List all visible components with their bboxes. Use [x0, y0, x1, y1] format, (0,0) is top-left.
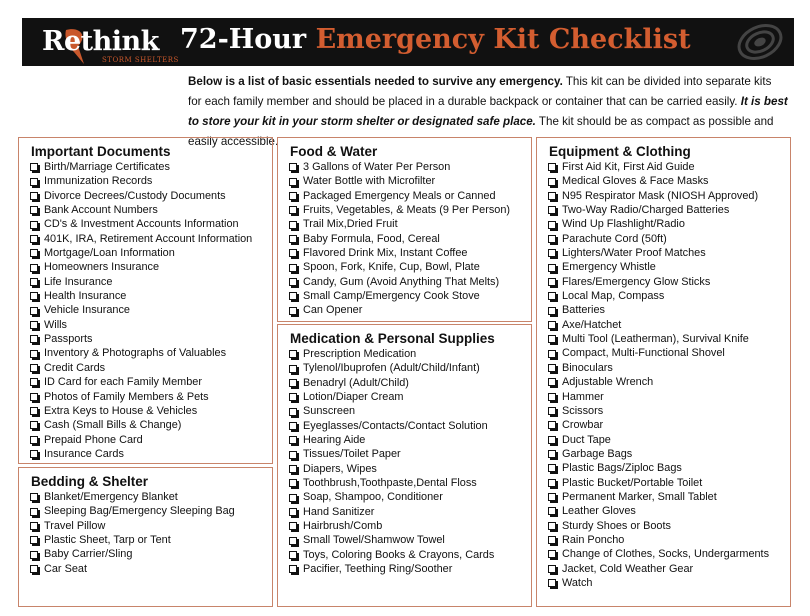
checklist-item[interactable] [289, 519, 531, 533]
checkbox-icon[interactable] [548, 522, 556, 530]
checkbox-icon[interactable] [289, 508, 297, 516]
checklist-item-label: Travel Pillow [44, 519, 106, 532]
checklist-item[interactable] [548, 217, 790, 231]
checkbox-icon[interactable] [548, 178, 556, 186]
checklist-item[interactable] [30, 203, 272, 217]
checklist-item[interactable] [30, 547, 272, 561]
checklist-item-label: Birth/Marriage Certificates [44, 161, 170, 173]
checklist-item[interactable] [548, 447, 790, 461]
checklist-item[interactable] [30, 490, 272, 504]
checklist-item-label: Hearing Aide [303, 434, 366, 447]
checklist-item-label: Packaged Emergency Meals or Canned [303, 189, 496, 202]
checklist-item[interactable] [30, 533, 272, 547]
section-title: Medication & Personal Supplies [290, 331, 495, 346]
checklist-item[interactable] [30, 332, 272, 346]
checklist-item-label: Water Bottle with Microfilter [303, 175, 436, 188]
checklist-item[interactable] [548, 547, 790, 561]
checklist-item[interactable] [30, 303, 272, 317]
checklist-item[interactable] [548, 346, 790, 360]
checkbox-icon[interactable] [289, 565, 297, 573]
section-title: Food & Water [290, 144, 378, 159]
section-equipment-clothing [536, 137, 791, 607]
intro-text-1: This kit can be divided into separate kits for each family member and should be placed in a durable backpack or container that can be carried easily. [188, 75, 772, 108]
checklist-item-label: Trail Mix,Dried Fruit [303, 218, 398, 231]
checklist-item-label: Baby Carrier/Sling [44, 548, 133, 561]
section-title: Important Documents [31, 144, 171, 159]
checklist-item-label: Extra Keys to House & Vehicles [44, 404, 198, 417]
checkbox-icon[interactable] [289, 465, 297, 473]
checkbox-icon[interactable] [30, 321, 38, 329]
checklist-item-label: CD's & Investment Accounts Information [44, 218, 239, 231]
checklist-item[interactable] [548, 375, 790, 389]
checklist-item[interactable] [548, 461, 790, 475]
checklist-item[interactable] [548, 275, 790, 289]
checklist-item[interactable] [548, 433, 790, 447]
checkbox-icon[interactable] [30, 278, 38, 286]
checklist-item-label: Credit Cards [44, 361, 106, 374]
checkbox-icon[interactable] [548, 321, 556, 329]
checklist-item[interactable] [30, 433, 272, 447]
checklist-item-label: Binoculars [562, 361, 613, 374]
checkbox-icon[interactable] [30, 307, 38, 315]
checkbox-icon[interactable] [289, 221, 297, 229]
checkbox-icon[interactable] [548, 264, 556, 272]
checklist-item[interactable] [30, 289, 272, 303]
checkbox-icon[interactable] [289, 451, 297, 459]
checklist-item[interactable] [30, 361, 272, 375]
checklist-item[interactable] [548, 390, 790, 404]
checklist-item[interactable] [289, 419, 531, 433]
checklist-item-label: Garbage Bags [562, 447, 633, 460]
checkbox-icon[interactable] [548, 206, 556, 214]
checklist-item[interactable] [30, 174, 272, 188]
checklist-item[interactable] [289, 160, 531, 174]
checklist-item-label: 401K, IRA, Retirement Account Information [44, 232, 253, 245]
checkbox-icon[interactable] [30, 493, 38, 501]
checklist-item-label: Flares/Emergency Glow Sticks [562, 275, 711, 288]
checklist-item[interactable] [289, 404, 531, 418]
checkbox-icon[interactable] [30, 565, 38, 573]
checklist-item-label: Parachute Cord (50ft) [562, 232, 667, 245]
checklist-item-label: ID Card for each Family Member [44, 376, 202, 389]
checklist-item-label: Eyeglasses/Contacts/Contact Solution [303, 419, 488, 432]
title-part-1: 72-Hour [180, 24, 307, 55]
checkbox-icon[interactable] [548, 350, 556, 358]
checklist-item[interactable] [548, 203, 790, 217]
checklist-item[interactable] [289, 275, 531, 289]
checklist-item-label: Change of Clothes, Socks, Undergarments [562, 548, 770, 561]
checklist-item-label: Crowbar [562, 419, 604, 432]
checklist-item-label: Blanket/Emergency Blanket [44, 491, 178, 503]
checkbox-icon[interactable] [548, 479, 556, 487]
rethink-logo [40, 20, 179, 68]
checklist-item[interactable] [289, 376, 531, 390]
checklist-item[interactable] [548, 260, 790, 274]
checklist-item[interactable] [548, 562, 790, 576]
checklist-item-label: Lighters/Water Proof Matches [562, 247, 706, 260]
checklist-item-label: Divorce Decrees/Custody Documents [44, 189, 226, 202]
checkbox-icon[interactable] [548, 221, 556, 229]
logo-subtext: STORM SHELTERS [102, 56, 179, 64]
section-important-documents [18, 137, 273, 464]
checkbox-icon[interactable] [289, 494, 297, 502]
checklist-item[interactable] [289, 476, 531, 490]
checklist-item[interactable] [548, 246, 790, 260]
checkbox-icon[interactable] [548, 249, 556, 257]
checklist-item-label: Local Map, Compass [562, 290, 665, 303]
checklist-item-label: Plastic Sheet, Tarp or Tent [44, 534, 171, 547]
checklist-item-label: Soap, Shampoo, Conditioner [303, 491, 443, 504]
checkbox-icon[interactable] [548, 163, 556, 171]
checkbox-icon[interactable] [289, 206, 297, 214]
checklist-item-label: Plastic Bucket/Portable Toilet [562, 476, 703, 489]
checkbox-icon[interactable] [548, 393, 556, 401]
checkbox-icon[interactable] [289, 422, 297, 430]
checklist-item[interactable] [548, 576, 790, 590]
checkbox-icon[interactable] [289, 178, 297, 186]
checklist-item[interactable] [548, 404, 790, 418]
checklist-item-label: Fruits, Vegetables, & Meats (9 Per Person) [303, 204, 511, 217]
checklist-item-label: Tissues/Toilet Paper [303, 448, 401, 461]
checklist-item-label: 3 Gallons of Water Per Person [303, 161, 451, 173]
checkbox-icon[interactable] [30, 335, 38, 343]
checklist-item-label: Hand Sanitizer [303, 505, 375, 518]
checklist-item[interactable] [289, 289, 531, 303]
checklist-item[interactable] [289, 189, 531, 203]
checklist-item[interactable] [30, 346, 272, 360]
checklist-item[interactable] [548, 519, 790, 533]
checkbox-icon[interactable] [30, 522, 38, 530]
checklist-item[interactable] [548, 504, 790, 518]
checklist-item[interactable] [289, 390, 531, 404]
checklist-item[interactable] [30, 562, 272, 576]
checklist-item[interactable] [289, 174, 531, 188]
checklist-item[interactable] [30, 447, 272, 461]
checklist-item-label: Benadryl (Adult/Child) [303, 376, 409, 389]
checklist-item-label: Axe/Hatchet [562, 318, 622, 331]
checkbox-icon[interactable] [289, 379, 297, 387]
page-title [180, 26, 691, 53]
checklist-item-label: Permanent Marker, Small Tablet [562, 490, 717, 503]
checklist-item-label: First Aid Kit, First Aid Guide [562, 161, 695, 173]
checkbox-icon[interactable] [548, 278, 556, 286]
checklist-item-label: Insurance Cards [44, 447, 124, 460]
checklist-item[interactable] [289, 447, 531, 461]
checklist-item-label: Hairbrush/Comb [303, 520, 383, 533]
checkbox-icon[interactable] [30, 536, 38, 544]
checkbox-icon[interactable] [30, 393, 38, 401]
checklist-item-label: Lotion/Diaper Cream [303, 391, 404, 404]
checklist-item[interactable] [548, 289, 790, 303]
checkbox-icon[interactable] [548, 536, 556, 544]
checkbox-icon[interactable] [30, 350, 38, 358]
checklist-item[interactable] [289, 533, 531, 547]
checklist-item-label: Hammer [562, 390, 604, 403]
checklist-item[interactable] [30, 232, 272, 246]
checkbox-icon[interactable] [548, 421, 556, 429]
checklist-item-label: Sleeping Bag/Emergency Sleeping Bag [44, 505, 235, 518]
checkbox-icon[interactable] [30, 364, 38, 372]
checklist-item-label: Flavored Drink Mix, Instant Coffee [303, 247, 468, 260]
checklist-item[interactable] [289, 203, 531, 217]
checkbox-icon[interactable] [548, 565, 556, 573]
checklist-item[interactable] [548, 490, 790, 504]
checklist-item-label: Wills [44, 318, 67, 331]
checklist-item-label: Small Towel/Shamwow Towel [303, 534, 445, 547]
checkbox-icon[interactable] [548, 579, 556, 587]
checklist-item[interactable] [289, 562, 531, 576]
checklist-item[interactable] [30, 246, 272, 260]
checklist-item[interactable] [30, 504, 272, 518]
checklist-item[interactable] [30, 189, 272, 203]
checklist-item-label: Car Seat [44, 562, 87, 575]
checklist-item-label: Diapers, Wipes [303, 462, 377, 475]
section-title: Equipment & Clothing [549, 144, 691, 159]
checklist-item[interactable] [548, 160, 790, 174]
checklist-item-label: Cash (Small Bills & Change) [44, 419, 182, 432]
checklist-item[interactable] [548, 361, 790, 375]
checklist-item-label: Wind Up Flashlight/Radio [562, 218, 685, 231]
checklist-item-label: Candy, Gum (Avoid Anything That Melts) [303, 275, 500, 288]
checkbox-icon[interactable] [289, 292, 297, 300]
checklist-item-label: Adjustable Wrench [562, 376, 654, 389]
checklist-item[interactable] [548, 303, 790, 317]
checkbox-icon[interactable] [30, 178, 38, 186]
checklist-item-label: Compact, Multi-Functional Shovel [562, 347, 725, 360]
checklist [19, 160, 272, 461]
checklist-item-label: Batteries [562, 304, 605, 317]
checklist-item[interactable] [30, 390, 272, 404]
checklist-item[interactable] [548, 418, 790, 432]
intro-bold-italic: It is best to store your kit in your storm shelter or designated safe place. [188, 95, 788, 128]
checklist-item-label: Two-Way Radio/Charged Batteries [562, 204, 730, 217]
checkbox-icon[interactable] [30, 221, 38, 229]
checklist-item[interactable] [289, 505, 531, 519]
intro-bold: Below is a list of basic essentials needed to survive any emergency. [188, 75, 563, 88]
checkbox-icon[interactable] [289, 436, 297, 444]
checkbox-icon[interactable] [30, 436, 38, 444]
checkbox-icon[interactable] [548, 507, 556, 515]
checkbox-icon[interactable] [548, 235, 556, 243]
checklist [19, 490, 272, 576]
checklist-item-label: Prepaid Phone Card [44, 433, 143, 446]
checklist-item[interactable] [548, 332, 790, 346]
checkbox-icon[interactable] [289, 537, 297, 545]
checklist-item-label: Tylenol/Ibuprofen (Adult/Child/Infant) [303, 362, 480, 375]
checkbox-icon[interactable] [548, 464, 556, 472]
checklist-item[interactable] [548, 174, 790, 188]
checklist-item[interactable] [289, 260, 531, 274]
checkbox-icon[interactable] [548, 493, 556, 501]
checklist [537, 160, 790, 590]
checklist-item[interactable] [289, 490, 531, 504]
checklist-item-label: Duct Tape [562, 433, 611, 446]
checklist-item[interactable] [548, 476, 790, 490]
checklist-item-label: Sunscreen [303, 405, 356, 418]
checklist-item-label: Watch [562, 576, 593, 589]
checklist-item[interactable] [289, 217, 531, 231]
checkbox-icon[interactable] [30, 192, 38, 200]
checklist-item[interactable] [548, 533, 790, 547]
checkbox-icon[interactable] [548, 378, 556, 386]
checklist-item[interactable] [30, 275, 272, 289]
checklist-item[interactable] [548, 189, 790, 203]
checklist-item-label: Pacifier, Teething Ring/Soother [303, 563, 453, 576]
checkbox-icon[interactable] [289, 365, 297, 373]
checklist-item-label: Health Insurance [44, 290, 127, 303]
checklist-item[interactable] [30, 260, 272, 274]
checklist-item-label: Spoon, Fork, Knife, Cup, Bowl, Plate [303, 261, 480, 274]
checklist-item-label: Scissors [562, 404, 604, 417]
checklist-item-label: Jacket, Cold Weather Gear [562, 562, 694, 575]
checkbox-icon[interactable] [289, 163, 297, 171]
checklist-item-label: Small Camp/Emergency Cook Stove [303, 290, 480, 303]
checklist-item[interactable] [30, 519, 272, 533]
checkbox-icon[interactable] [289, 264, 297, 272]
checklist-item[interactable] [289, 548, 531, 562]
checklist-item-label: Multi Tool (Leatherman), Survival Knife [562, 333, 749, 346]
checklist-item-label: Prescription Medication [303, 348, 417, 360]
checklist-item-label: Immunization Records [44, 175, 153, 188]
checklist-item[interactable] [548, 318, 790, 332]
checkbox-icon[interactable] [289, 235, 297, 243]
checklist-item-label: Baby Formula, Food, Cereal [303, 232, 440, 245]
checklist-item[interactable] [30, 404, 272, 418]
checklist-item[interactable] [289, 303, 531, 317]
checkbox-icon[interactable] [289, 249, 297, 257]
checklist-item[interactable] [289, 462, 531, 476]
checklist-item[interactable] [289, 246, 531, 260]
checklist-item-label: Leather Gloves [562, 505, 636, 518]
checklist-item-label: Bank Account Numbers [44, 204, 158, 217]
checkbox-icon[interactable] [548, 292, 556, 300]
checkbox-icon[interactable] [30, 206, 38, 214]
checklist-item-label: N95 Respirator Mask (NIOSH Approved) [562, 189, 759, 202]
checklist-item[interactable] [289, 433, 531, 447]
section-food-water [277, 137, 532, 322]
checklist-item[interactable] [30, 318, 272, 332]
checklist-item-label: Life Insurance [44, 275, 113, 288]
checklist-item[interactable] [289, 361, 531, 375]
checkbox-icon[interactable] [30, 235, 38, 243]
checkbox-icon[interactable] [30, 292, 38, 300]
checklist [278, 347, 531, 577]
checklist-item-label: Photos of Family Members & Pets [44, 390, 209, 403]
checkbox-icon[interactable] [289, 551, 297, 559]
checklist-item-label: Plastic Bags/Ziploc Bags [562, 462, 682, 475]
checklist-item[interactable] [30, 217, 272, 231]
checklist-item-label: Inventory & Photographs of Valuables [44, 347, 227, 360]
checklist-item-label: Homeowners Insurance [44, 261, 160, 274]
checkbox-icon[interactable] [289, 278, 297, 286]
checkbox-icon[interactable] [30, 450, 38, 458]
checklist-item[interactable] [30, 418, 272, 432]
checkbox-icon[interactable] [30, 407, 38, 415]
checkbox-icon[interactable] [30, 421, 38, 429]
checkbox-icon[interactable] [548, 335, 556, 343]
checkbox-icon[interactable] [289, 192, 297, 200]
checklist [278, 160, 531, 318]
checklist-item-label: Toys, Coloring Books & Crayons, Cards [303, 548, 495, 561]
checkbox-icon[interactable] [289, 408, 297, 416]
checkbox-icon[interactable] [289, 479, 297, 487]
checklist-item-label: Emergency Whistle [562, 261, 656, 274]
checkbox-icon[interactable] [289, 522, 297, 530]
checklist-item-label: Passports [44, 333, 93, 346]
checklist-item[interactable] [30, 375, 272, 389]
section-title: Bedding & Shelter [31, 474, 149, 489]
intro-text-2: The kit should be as compact as possible and easily accessible. [188, 115, 774, 148]
swirl-logo-icon [730, 20, 786, 64]
checklist-item-label: Medical Gloves & Face Masks [562, 175, 709, 188]
checklist-item[interactable] [30, 160, 272, 174]
checkbox-icon[interactable] [289, 307, 297, 315]
checkbox-icon[interactable] [548, 450, 556, 458]
checkbox-icon[interactable] [30, 508, 38, 516]
checklist-item-label: Toothbrush,Toothpaste,Dental Floss [303, 477, 477, 490]
section-medication-personal-supplies [277, 324, 532, 607]
title-part-2: Emergency Kit Checklist [315, 24, 691, 55]
checkbox-icon[interactable] [289, 350, 297, 358]
checkbox-icon[interactable] [289, 393, 297, 401]
checklist-item-label: Mortgage/Loan Information [44, 247, 175, 260]
logo-text: Rethink [42, 26, 159, 57]
checkbox-icon[interactable] [548, 436, 556, 444]
checklist-item-label: Can Opener [303, 304, 363, 317]
checklist-item[interactable] [548, 232, 790, 246]
checklist-item-label: Vehicle Insurance [44, 304, 130, 317]
checkbox-icon[interactable] [30, 163, 38, 171]
checkbox-icon[interactable] [548, 307, 556, 315]
checkbox-icon[interactable] [548, 364, 556, 372]
checkbox-icon[interactable] [30, 249, 38, 257]
checkbox-icon[interactable] [548, 192, 556, 200]
checklist-item[interactable] [289, 232, 531, 246]
checkbox-icon[interactable] [548, 550, 556, 558]
section-bedding-shelter [18, 467, 273, 607]
checkbox-icon[interactable] [548, 407, 556, 415]
checklist-item-label: Rain Poncho [562, 533, 625, 546]
checklist-item[interactable] [289, 347, 531, 361]
checkbox-icon[interactable] [30, 551, 38, 559]
checkbox-icon[interactable] [30, 264, 38, 272]
checklist-item-label: Sturdy Shoes or Boots [562, 519, 671, 532]
checkbox-icon[interactable] [30, 378, 38, 386]
